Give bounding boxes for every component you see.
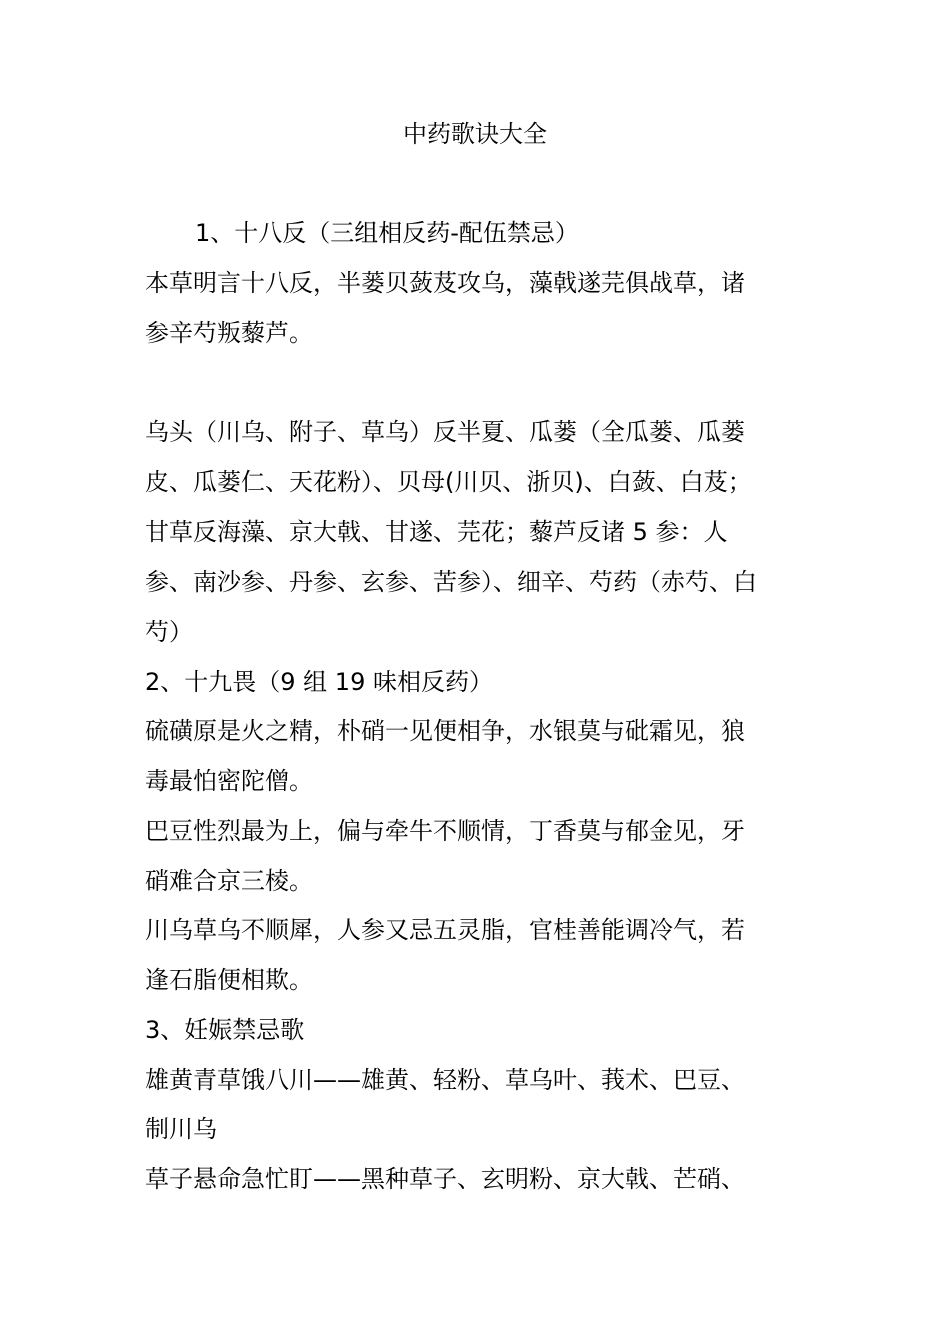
- text-line: 雄黄青草饿八川——雄黄、轻粉、草乌叶、莪术、巴豆、: [145, 1066, 745, 1094]
- text-line: 逢石脂便相欺。: [145, 966, 313, 994]
- text-line: 制川乌: [145, 1115, 217, 1143]
- section-heading-3: 3、妊娠禁忌歌: [145, 1016, 305, 1044]
- text-line: 本草明言十八反，半蒌贝蔹芨攻乌，藻戟遂芫俱战草，诸: [145, 269, 745, 297]
- text-line: 川乌草乌不顺犀，人参又忌五灵脂，官桂善能调冷气，若: [145, 916, 745, 944]
- text-line: 硫磺原是火之精，朴硝一见便相争，水银莫与砒霜见，狼: [145, 717, 745, 745]
- text-line: 乌头（川乌、附子、草乌）反半夏、瓜蒌（全瓜蒌、瓜蒌: [145, 418, 745, 446]
- text-line: 皮、瓜蒌仁、天花粉）、贝母(川贝、浙贝)、白蔹、白芨；: [145, 468, 752, 496]
- text-line: 参、南沙参、丹参、玄参、苦参）、细辛、芍药（赤芍、白: [145, 568, 757, 596]
- text-line: 草子悬命急忙盯——黑种草子、玄明粉、京大戟、芒硝、: [145, 1165, 745, 1193]
- section-heading-1: 1、十八反（三组相反药-配伍禁忌）: [195, 219, 579, 247]
- section-heading-2: 2、十九畏（9 组 19 味相反药）: [145, 668, 493, 696]
- text-line: 毒最怕密陀僧。: [145, 767, 313, 795]
- document-title: 中药歌诀大全: [403, 120, 547, 148]
- text-line: 芍）: [145, 618, 193, 646]
- text-line: 甘草反海藻、京大戟、甘遂、芫花；藜芦反诸 5 参：人: [145, 518, 728, 546]
- text-line: 硝难合京三棱。: [145, 867, 313, 895]
- text-line: 参辛芍叛藜芦。: [145, 319, 313, 347]
- text-line: 巴豆性烈最为上，偏与牵牛不顺情，丁香莫与郁金见，牙: [145, 817, 745, 845]
